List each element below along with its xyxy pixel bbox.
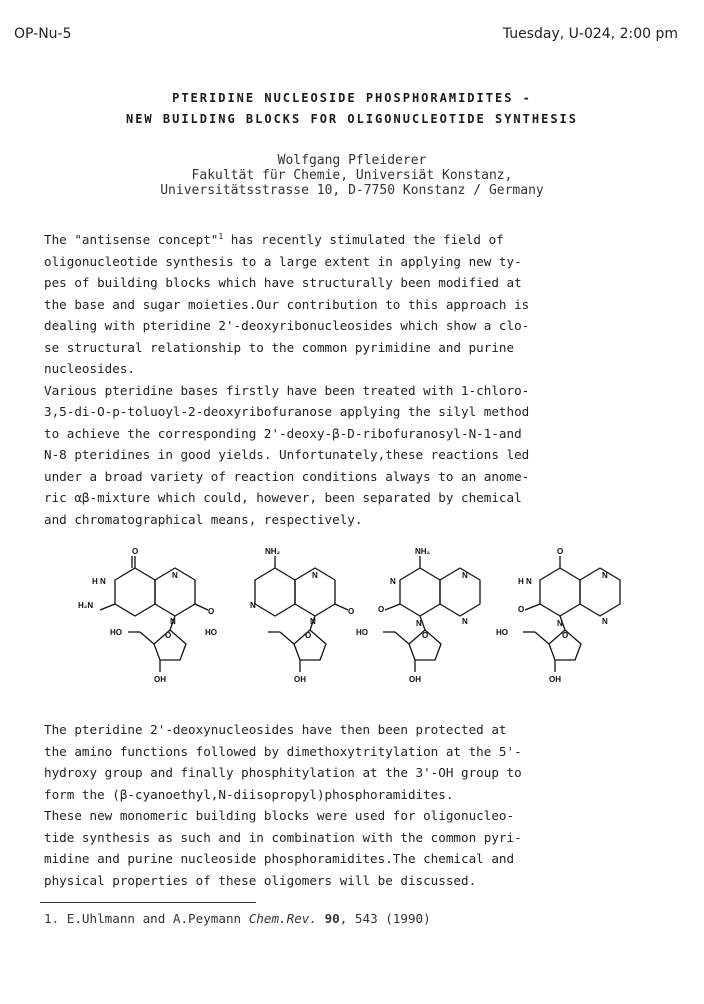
svg-text:O: O xyxy=(305,631,312,640)
svg-text:HO: HO xyxy=(496,628,508,637)
svg-text:OH: OH xyxy=(154,675,166,684)
paragraph-intro: The "antisense concept"$^1$ has recently stimulated the field of oligonucleotide synthesis to a large extent in applying new ty- pes of building blocks which have structurally been modified at the base and sugar moieties.Our contribution to this approach is dealing with pteridine 2'-deoxyribonucleosides which show a clo- se structural relationship to the common pyrimidine and purine nucleosides. Various pteridine bases firstly have been treated with 1-chloro- 3,5-di-O-p-toluoyl-2-deoxyribofuranose applying the silyl method to achieve the corresponding 2'-deoxy-β-D-ribofuranosyl-N-1-and N-8 pteridines in good yields. Unfortunately,these reactions led under a broad variety of reaction conditions always to an anome- ric αβ-mixture which could, however, been separated by chemical and chromatographical means, respectively. xyxy=(44,231,530,527)
svg-text:O: O xyxy=(518,605,525,614)
svg-text:N: N xyxy=(312,571,318,580)
svg-text:N: N xyxy=(390,577,396,586)
title-line-1: PTERIDINE NUCLEOSIDE PHOSPHORAMIDITES - xyxy=(172,91,532,105)
footnote-divider xyxy=(40,902,256,903)
session-code: OP-Nu-5 xyxy=(14,26,72,42)
svg-text:N: N xyxy=(250,601,256,610)
svg-text:HO: HO xyxy=(205,628,217,637)
svg-text:N: N xyxy=(602,571,608,580)
svg-text:NH₂: NH₂ xyxy=(265,547,281,556)
svg-text:N: N xyxy=(172,571,178,580)
svg-text:N: N xyxy=(170,617,176,626)
svg-text:N: N xyxy=(602,617,608,626)
svg-text:H N: H N xyxy=(518,577,532,586)
svg-text:O: O xyxy=(208,607,215,616)
svg-text:N: N xyxy=(310,617,316,626)
svg-text:NH₂: NH₂ xyxy=(415,547,431,556)
footnote: 1. E.Uhlmann and A.Peymann Chem.Rev. 90, 543 (1990) xyxy=(44,911,431,926)
author-address: Universitätsstrasse 10, D-7750 Konstanz / Germany xyxy=(160,183,544,198)
svg-text:HO: HO xyxy=(356,628,368,637)
session-time: Tuesday, U-024, 2:00 pm xyxy=(502,26,678,42)
svg-text:N: N xyxy=(416,619,422,628)
title-line-2: NEW BUILDING BLOCKS FOR OLIGONUCLEOTIDE SYNTHESIS xyxy=(125,112,578,126)
author-name: Wolfgang Pfleiderer xyxy=(277,153,427,168)
svg-text:O: O xyxy=(422,631,429,640)
author-affiliation: Fakultät für Chemie, Universiät Konstanz, xyxy=(191,168,513,183)
svg-text:OH: OH xyxy=(294,675,306,684)
svg-text:N: N xyxy=(557,619,563,628)
svg-text:N: N xyxy=(462,571,468,580)
svg-text:OH: OH xyxy=(409,675,421,684)
svg-text:N: N xyxy=(462,617,468,626)
svg-text:H₂N: H₂N xyxy=(78,601,94,610)
svg-text:O: O xyxy=(378,605,385,614)
svg-text:HO: HO xyxy=(110,628,122,637)
structure-1 xyxy=(100,556,208,672)
svg-text:O: O xyxy=(348,607,355,616)
svg-text:OH: OH xyxy=(549,675,561,684)
svg-text:H N: H N xyxy=(92,577,106,586)
paragraph-results: The pteridine 2'-deoxynucleosides have then been protected at the amino functions followed by dimethoxytritylation at the 5'- hydroxy group and finally phosphitylation at the 3'-OH group to form the (β-cyanoethyl,N-diisopropyl)phosphoramidites. These new monomeric building blocks were used for oligonucleo- tide synthesis as such and in combination with the common pyri- midine and purine nucleoside phosphoramidites.The chemical and physical properties of these oligomers will be discussed. xyxy=(44,722,522,888)
chemical-structures-figure xyxy=(60,546,700,696)
svg-text:O: O xyxy=(132,547,139,556)
svg-text:O: O xyxy=(557,547,564,556)
svg-text:O: O xyxy=(562,631,569,640)
svg-text:O: O xyxy=(165,631,172,640)
structure-2 xyxy=(255,556,348,672)
